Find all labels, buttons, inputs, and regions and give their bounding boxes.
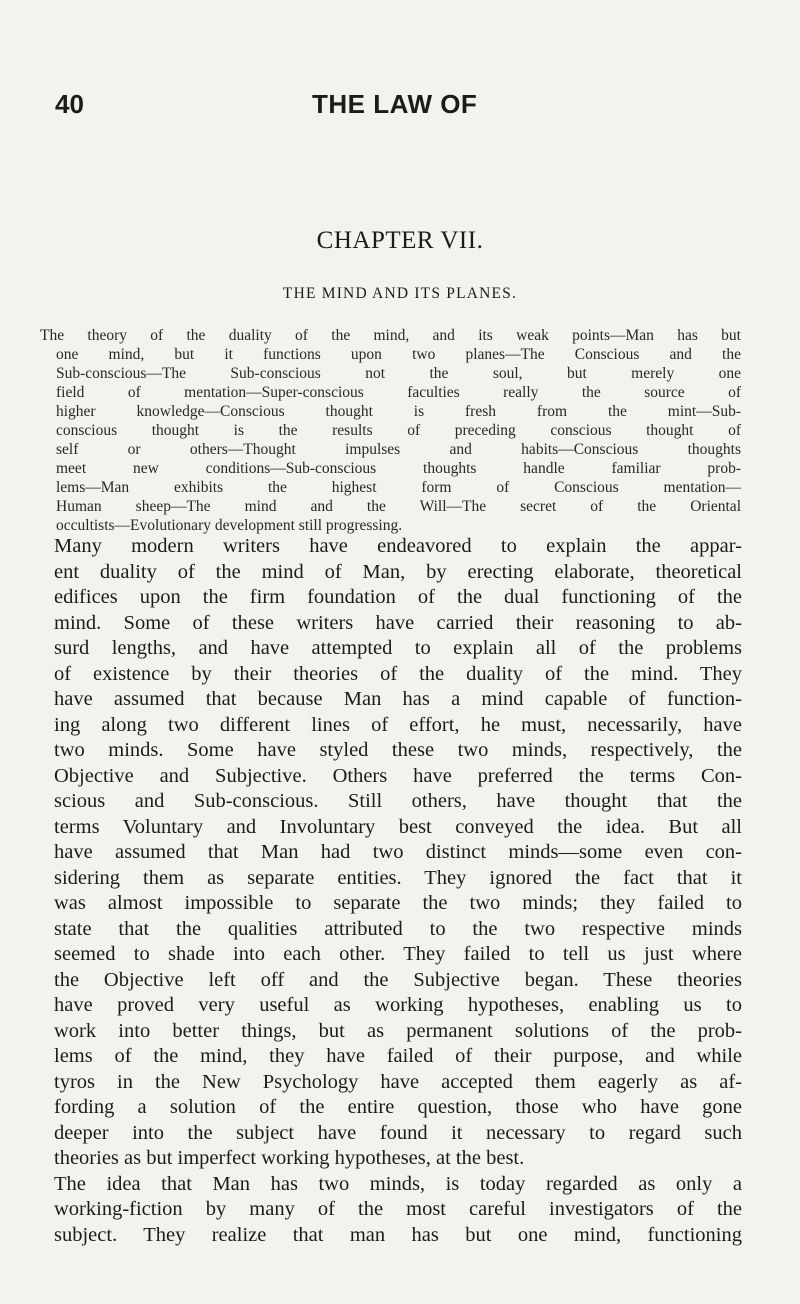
synopsis-line: The theory of the duality of the mind, and its weak points—Man has but — [40, 327, 741, 344]
body-line: of existence by their theories of the duality of the mind. They — [54, 662, 742, 685]
body-line: state that the qualities attributed to the two respective minds — [54, 917, 742, 940]
synopsis-line: Sub-conscious—The Sub-conscious not the soul, but merely one — [56, 365, 741, 382]
body-line: mind. Some of these writers have carried their reasoning to ab- — [54, 611, 742, 634]
body-line: surd lengths, and have attempted to explain all of the problems — [54, 637, 742, 659]
synopsis-line: occultists—Evolutionary development still progressing. — [56, 517, 403, 534]
body-line: two minds. Some have styled these two minds, respectively, the — [54, 739, 742, 761]
body-line: subject. They realize that man has but one mind, functioning — [54, 1223, 742, 1246]
body-line: work into better things, but as permanent solutions of the prob- — [54, 1019, 742, 1042]
body-line: was almost impossible to separate the two minds; they failed to — [54, 892, 742, 914]
body-line: fording a solution of the entire question, those who have gone — [54, 1096, 742, 1118]
body-line: ent duality of the mind of Man, by erecting elaborate, theoretical — [54, 560, 742, 583]
synopsis-line: self or others—Thought impulses and habits—Conscious thoughts — [56, 441, 741, 458]
synopsis-line: meet new conditions—Sub-conscious thoughts handle familiar prob- — [56, 460, 741, 477]
body-text — [54, 534, 742, 1248]
body-line: lems of the mind, they have failed of their purpose, and while — [54, 1045, 742, 1067]
body-line: working-fiction by many of the most careful investigators of the — [54, 1198, 742, 1220]
running-head: THE LAW OF — [312, 89, 478, 119]
body-line: edifices upon the firm foundation of the dual functioning of the — [54, 586, 742, 608]
synopsis-line: field of mentation—Super-conscious faculties really the source of — [56, 384, 741, 401]
body-line: have assumed that because Man has a mind capable of function- — [54, 688, 742, 710]
body-line: theories as but imperfect working hypotheses, at the best. — [54, 1147, 525, 1169]
synopsis-line: one mind, but it functions upon two planes—The Conscious and the — [56, 346, 741, 363]
page-number: 40 — [55, 89, 84, 119]
page-header — [0, 88, 800, 120]
body-line: seemed to shade into each other. They failed to tell us just where — [54, 943, 742, 965]
body-line: ing along two different lines of effort, he must, necessarily, have — [54, 713, 742, 736]
body-line: The idea that Man has two minds, is today regarded as only a — [54, 1172, 742, 1195]
body-line: have assumed that Man had two distinct minds—some even con- — [54, 841, 742, 863]
chapter-synopsis — [40, 326, 741, 535]
body-line: Objective and Subjective. Others have preferred the terms Con- — [54, 764, 742, 787]
body-line: the Objective left off and the Subjective began. These theories — [54, 968, 742, 991]
chapter-subtitle: THE MIND AND ITS PLANES. — [282, 285, 518, 302]
synopsis-line: conscious thought is the results of preceding conscious thought of — [56, 422, 741, 439]
chapter-title: CHAPTER VII. — [316, 227, 484, 254]
body-line: Many modern writers have endeavored to explain the appar- — [54, 535, 742, 557]
synopsis-line: higher knowledge—Conscious thought is fresh from the mint—Sub- — [56, 403, 741, 420]
body-line: scious and Sub-conscious. Still others, have thought that the — [54, 790, 742, 812]
body-line: have proved very useful as working hypotheses, enabling us to — [54, 994, 742, 1016]
body-line: tyros in the New Psychology have accepted them eagerly as af- — [54, 1070, 742, 1093]
synopsis-line: Human sheep—The mind and the Will—The secret of the Oriental — [56, 498, 741, 515]
body-line: deeper into the subject have found it necessary to regard such — [54, 1121, 742, 1144]
body-line: terms Voluntary and Involuntary best conveyed the idea. But all — [54, 815, 742, 838]
body-line: sidering them as separate entities. They ignored the fact that it — [54, 866, 742, 889]
synopsis-line: lems—Man exhibits the highest form of Conscious mentation— — [56, 479, 741, 496]
